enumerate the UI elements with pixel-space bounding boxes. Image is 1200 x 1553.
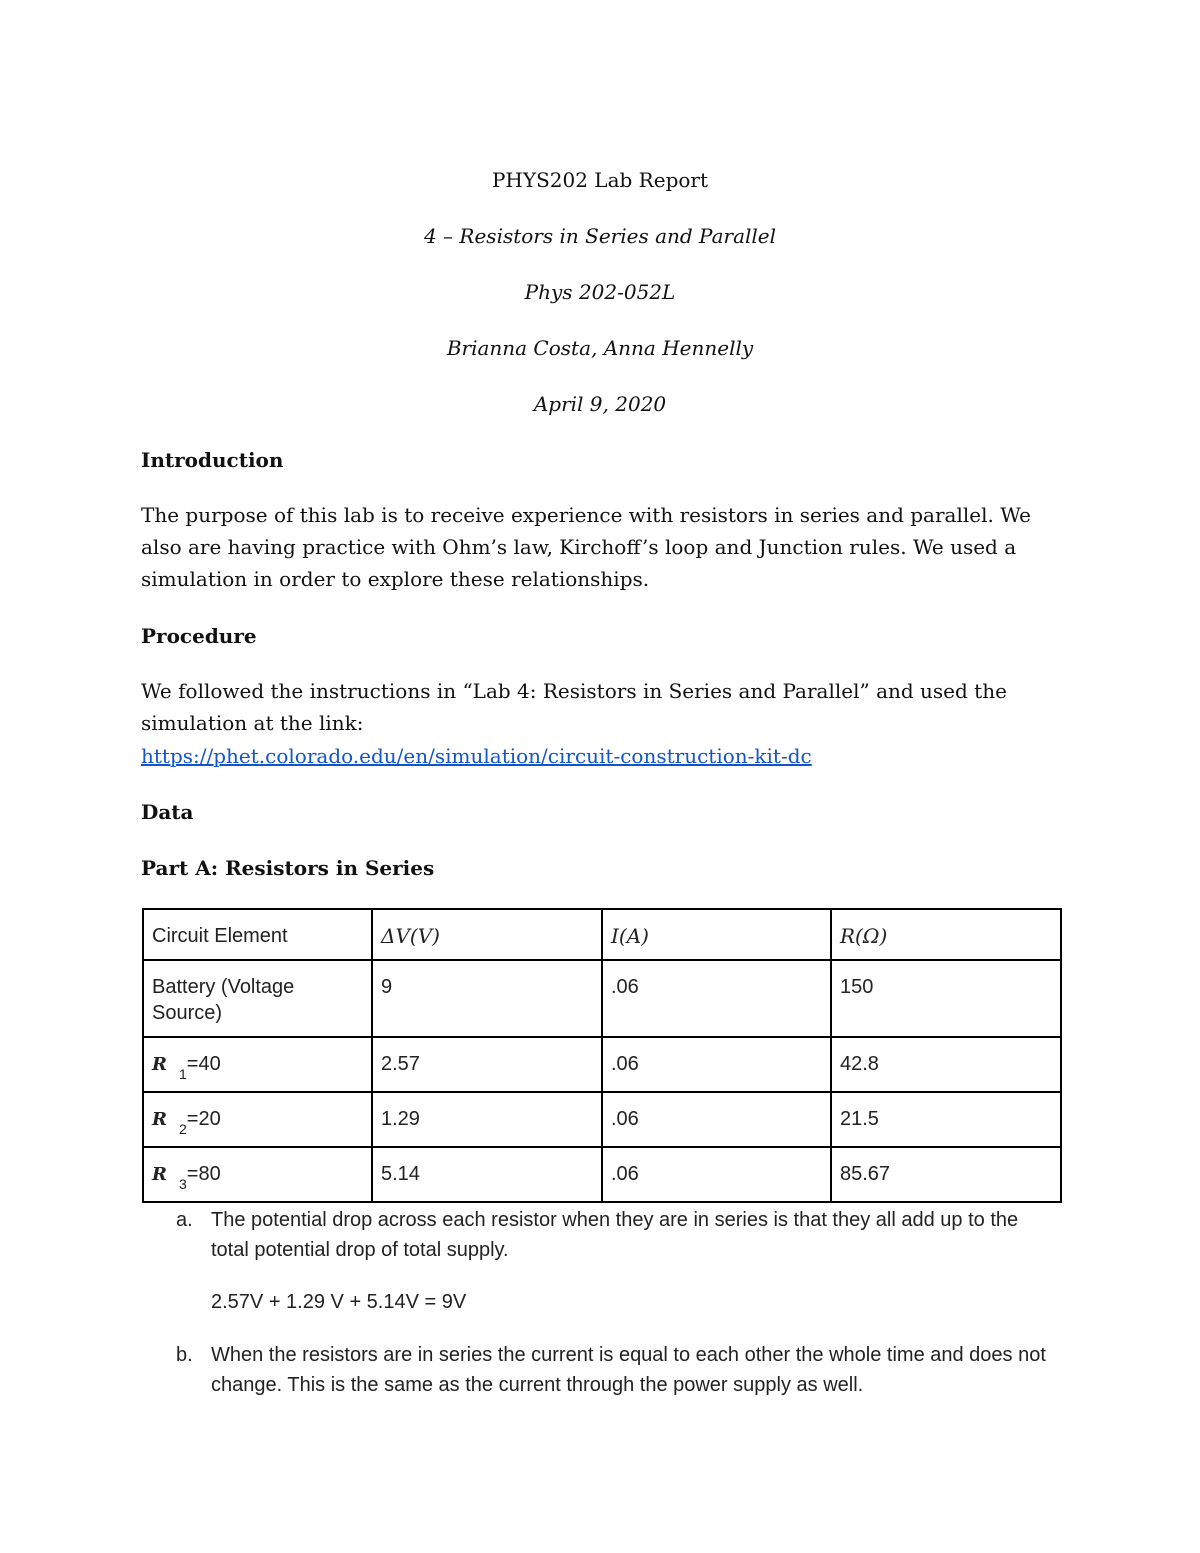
- table-row: [143, 1092, 1061, 1147]
- resistor-symbol: R: [152, 1054, 167, 1075]
- answer-b-text: When the resistors are in series the current is equal to each other the whole time and does not change. This is the same as the current through the power supply as well.: [211, 1344, 1046, 1396]
- data-heading: Data: [141, 800, 194, 824]
- procedure-heading: Procedure: [141, 624, 257, 648]
- cell-resistance: 150: [831, 960, 1061, 1037]
- course-section: Phys 202-052L: [524, 280, 676, 304]
- resistor-subscript: 3: [178, 1176, 187, 1192]
- cell-element: Battery (Voltage Source): [143, 960, 372, 1037]
- cell-voltage: 2.57: [372, 1037, 602, 1092]
- header-current: I(A): [602, 909, 831, 960]
- cell-resistance: 85.67: [831, 1147, 1061, 1202]
- answer-a: [176, 1205, 1056, 1265]
- authors: Brianna Costa, Anna Hennelly: [446, 336, 754, 360]
- header-circuit-element: Circuit Element: [143, 909, 372, 960]
- lab-title: 4 – Resistors in Series and Parallel: [423, 224, 777, 248]
- cell-element: [143, 1092, 372, 1147]
- cell-voltage: 5.14: [372, 1147, 602, 1202]
- resistor-value: =20: [186, 1108, 221, 1130]
- cell-voltage: 9: [372, 960, 602, 1037]
- cell-element: [143, 1037, 372, 1092]
- list-marker-b: b.: [176, 1344, 193, 1366]
- header-voltage: ΔV(V): [372, 909, 602, 960]
- table-row: [143, 1037, 1061, 1092]
- resistor-subscript: 1: [178, 1066, 187, 1082]
- table-header-row: [143, 909, 1061, 960]
- simulation-link[interactable]: https://phet.colorado.edu/en/simulation/circuit-construction-kit-dc: [141, 744, 812, 768]
- cell-resistance: 42.8: [831, 1037, 1061, 1092]
- resistor-value: =80: [186, 1163, 221, 1185]
- cell-element: [143, 1147, 372, 1202]
- resistor-symbol: R: [152, 1164, 167, 1185]
- cell-current: .06: [602, 1092, 831, 1147]
- resistor-subscript: 2: [178, 1121, 187, 1137]
- answer-a-text: The potential drop across each resistor when they are in series is that they all add up to the total potential drop of total supply.: [211, 1209, 1019, 1261]
- answer-b: [176, 1340, 1056, 1400]
- procedure-paragraph: We followed the instructions in “Lab 4: Resistors in Series and Parallel” and used the simulation at the link:: [141, 679, 1007, 735]
- cell-current: .06: [602, 960, 831, 1037]
- resistor-value: =40: [186, 1053, 221, 1075]
- table-row: [143, 1147, 1061, 1202]
- cell-current: .06: [602, 1037, 831, 1092]
- resistor-symbol: R: [152, 1109, 167, 1130]
- report-date: April 9, 2020: [533, 392, 667, 416]
- report-title: PHYS202 Lab Report: [491, 168, 709, 192]
- header-resistance: R(Ω): [831, 909, 1061, 960]
- table-row: [143, 960, 1061, 1037]
- introduction-paragraph: The purpose of this lab is to receive experience with resistors in series and parallel. We also are having practice with Ohm’s law, Kirchoff’s loop and Junction rules. We used a simulation in order to explore these relationships.: [141, 503, 1031, 591]
- part-a-heading: Part A: Resistors in Series: [141, 856, 435, 880]
- list-marker-a: a.: [176, 1209, 193, 1231]
- cell-voltage: 1.29: [372, 1092, 602, 1147]
- answer-a-equation: 2.57V + 1.29 V + 5.14V = 9V: [211, 1291, 467, 1313]
- introduction-heading: Introduction: [141, 448, 284, 472]
- cell-current: .06: [602, 1147, 831, 1202]
- series-data-table: [142, 908, 1062, 1203]
- cell-resistance: 21.5: [831, 1092, 1061, 1147]
